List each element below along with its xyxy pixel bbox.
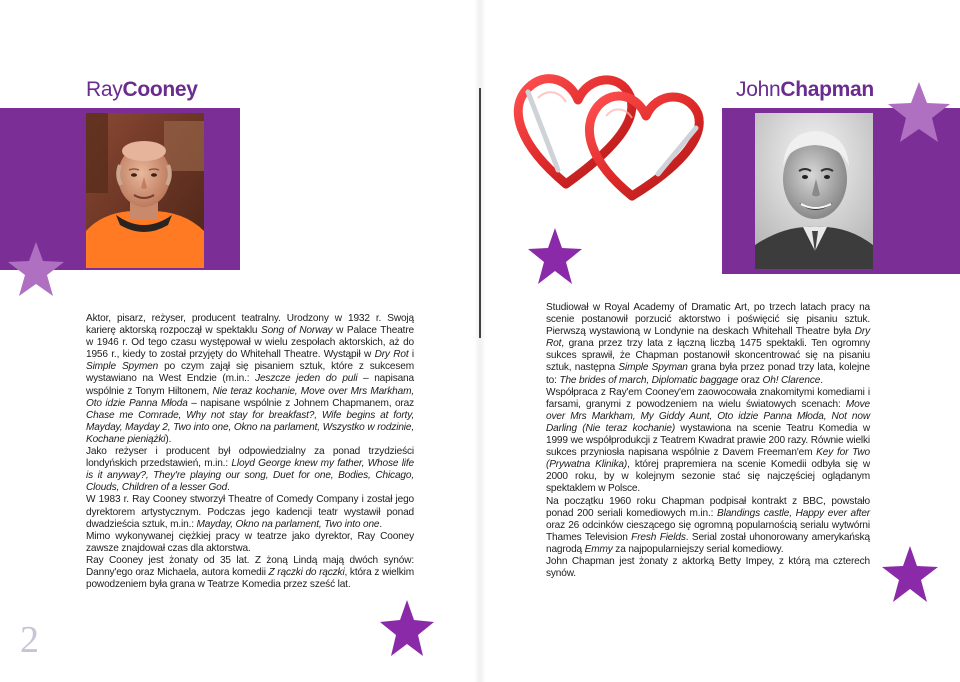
page-number: 2	[20, 619, 39, 661]
bio-text: . Serial został uhonorowany amerykańską nagrodą	[546, 531, 871, 555]
bio-title: Chase me Comrade, Why not stay for breakfast?, Wife begins at forty, Mayday, Mayday 2, Two into one, Okno na parlament, Wszystko w rodzinie, Kochane pieniążki	[86, 409, 414, 445]
star-icon	[886, 80, 952, 144]
bio-title: Z rączki do rączki	[268, 566, 345, 578]
bio-text: Studiował w Royal Academy of Dramatic Art, po trzech latach pracy na scenie postanowił porzucić aktorstwo i poświęcić się pisaniu sztuk. Pierwszą wystawioną w Londynie na deskach Whitehall Theatre była	[546, 302, 870, 338]
bio-text: wystawiona na scenie Teatru Komedia w 1999 we współprodukcji z Teatrem Kwadrat prawie 200 razy. Równie wielki sukces przyniosła napisana wspólnie z Davem Freeman'em	[546, 422, 871, 459]
bio-text: Jako reżyser i producent był odpowiedzialny za ponad trzydzieści londyńskich przedstawień, m.in.:	[86, 446, 414, 470]
bio-text: , grana przez trzy lata z łączną liczbą 1475 spektakli. Ten ogromny sukces sprawił, że Chapman postanowił skoncentrować się na pisaniu sztuk, następna	[546, 338, 870, 374]
bio-title: Blandings castle, Happy ever after	[717, 507, 870, 519]
bio-title: Mayday, Okno na parlament, Two into one	[196, 518, 380, 530]
bio-title: The brides of march, Diplomatic baggage	[559, 374, 739, 386]
john-chapman-heading	[736, 78, 874, 102]
bio-text: grana była przez ponad trzy lata, kolejne to:	[546, 362, 870, 386]
bio-title: Simple Spymen	[86, 361, 159, 373]
bio-text: oraz	[738, 374, 763, 386]
star-icon	[6, 240, 66, 298]
ray-cooney-heading	[86, 78, 198, 102]
bio-paragraph-3	[86, 494, 414, 530]
heading-first-name: John	[736, 78, 781, 101]
bio-text: Mimo wykonywanej ciężkiej pracy w teatrze jako dyrektor, Ray Cooney zawsze znajdował czas dla aktorstwa.	[86, 530, 414, 554]
bio-text: .	[820, 374, 823, 386]
bio-paragraph-1	[546, 302, 870, 387]
bio-paragraph-4	[86, 531, 414, 555]
bio-text: za najpopularniejszy serial komediowy.	[612, 543, 784, 555]
bio-text: w Palace Theatre w 1946 r. Od tego czasu występował w wielu zespołach aktorskich, aż do 1956 r., kiedy to został przyjęty do Whitehall Theatre. Wystąpił w	[86, 325, 415, 361]
bio-paragraph-2	[86, 446, 414, 494]
bio-text: Na początku 1960 roku Chapman podpisał kontrakt z BBC, powstało ponad 200 seriali komediowych m.in.:	[546, 495, 870, 519]
bio-text: Współpraca z Ray'em Cooney'em zaowocowała znakomitymi komediami i farsami, granymi z powodzeniem na wielu światowych scenach:	[546, 386, 870, 410]
bio-title: Dry Rot	[546, 326, 870, 350]
bio-paragraph-4	[546, 556, 870, 580]
john-chapman-portrait-icon	[755, 113, 873, 269]
page-fold-line	[479, 88, 481, 338]
bio-title: Lloyd George knew my father, Whose life is it anyway?, They're playing our song, Duet for one, Bodies, Chicago, Clouds, Children of a lesser God	[86, 458, 414, 494]
star-icon	[526, 226, 584, 286]
star-icon	[880, 544, 940, 604]
heading-last-name: Cooney	[122, 78, 198, 101]
bio-title: Jeszcze jeden do puli	[255, 373, 358, 385]
bio-paragraph-5	[86, 555, 414, 591]
bio-title: Fresh Fields	[631, 531, 686, 543]
bio-text: – napisane wspólnie z Johnem Chapmanem, oraz	[187, 397, 414, 409]
john-chapman-photo	[755, 113, 873, 269]
carabiner-hearts-icon	[508, 58, 708, 202]
bio-paragraph-3	[546, 496, 870, 556]
heading-last-name: Chapman	[780, 78, 874, 101]
ray-cooney-portrait-icon	[86, 113, 204, 268]
heading-first-name: Ray	[86, 78, 123, 101]
bio-text: Aktor, pisarz, reżyser, producent teatralny. Urodzony w 1932 r. Swoją karierę aktorską rozpoczął w spektaklu	[86, 313, 414, 337]
bio-paragraph-1	[86, 313, 414, 446]
bio-text: W 1983 r. Ray Cooney stworzył Theatre of Comedy Company i został jego dyrektorem artystycznym. Podczas jego kadencji teatr wystawił ponad dwadzieścia sztuk, m.in.:	[86, 494, 414, 530]
bio-text: Ray Cooney jest żonaty od 35 lat. Z żoną Lindą mają dwóch synów: Danny'ego oraz Michaela, autora komedii	[86, 554, 414, 578]
bio-title: Key for Two (Prywatna Klinika)	[546, 447, 871, 471]
bio-text: , której prapremiera na scenie Komedii odbyła się w 2000 roku, by w kolejnym sezonie stać się najczęściej oglądanym spektaklem w Polsce.	[546, 459, 871, 495]
bio-title: Move over Mrs Markham, My Giddy Aunt, Oto idzie Panna Młoda, Not now Darling (Nie teraz kochanie)	[546, 398, 870, 434]
bio-title: Nie teraz kochanie, Move over Mrs Markham, Oto idzie Panna Młoda	[86, 385, 415, 409]
bio-paragraph-2	[546, 387, 870, 496]
ray-cooney-bio	[86, 313, 414, 591]
bio-text: ).	[165, 433, 172, 445]
bio-text: – napisana wspólnie z Tonym Hiltonem,	[86, 373, 414, 397]
ray-cooney-photo	[86, 113, 204, 268]
bio-title: Song of Norway	[260, 325, 333, 337]
bio-text: i	[408, 349, 415, 361]
bio-text: , która z wielkim powodzeniem była grana w Teatrze Komedia przez sześć lat.	[86, 566, 414, 591]
bio-text: John Chapman jest żonaty z aktorką Betty Impey, z którą ma czterech synów.	[546, 555, 870, 580]
bio-title: Dry Rot	[374, 349, 409, 361]
bio-text: po czym zajął się pisaniem sztuk, które z sukcesem wystawiano na West Endzie (m.in.:	[86, 361, 414, 385]
bio-title: Emmy	[584, 543, 613, 555]
bio-title: Simple Spyman	[618, 362, 688, 374]
john-chapman-bio	[546, 302, 870, 580]
bio-title: Oh! Clarence	[762, 374, 821, 386]
bio-text: oraz 26 odcinków cieszącego się ogromną popularnością serialu wytwórni Thames Television	[546, 519, 870, 543]
star-icon	[378, 598, 436, 660]
bio-text: .	[227, 482, 230, 494]
right-page	[480, 0, 960, 682]
bio-text: .	[379, 518, 383, 530]
